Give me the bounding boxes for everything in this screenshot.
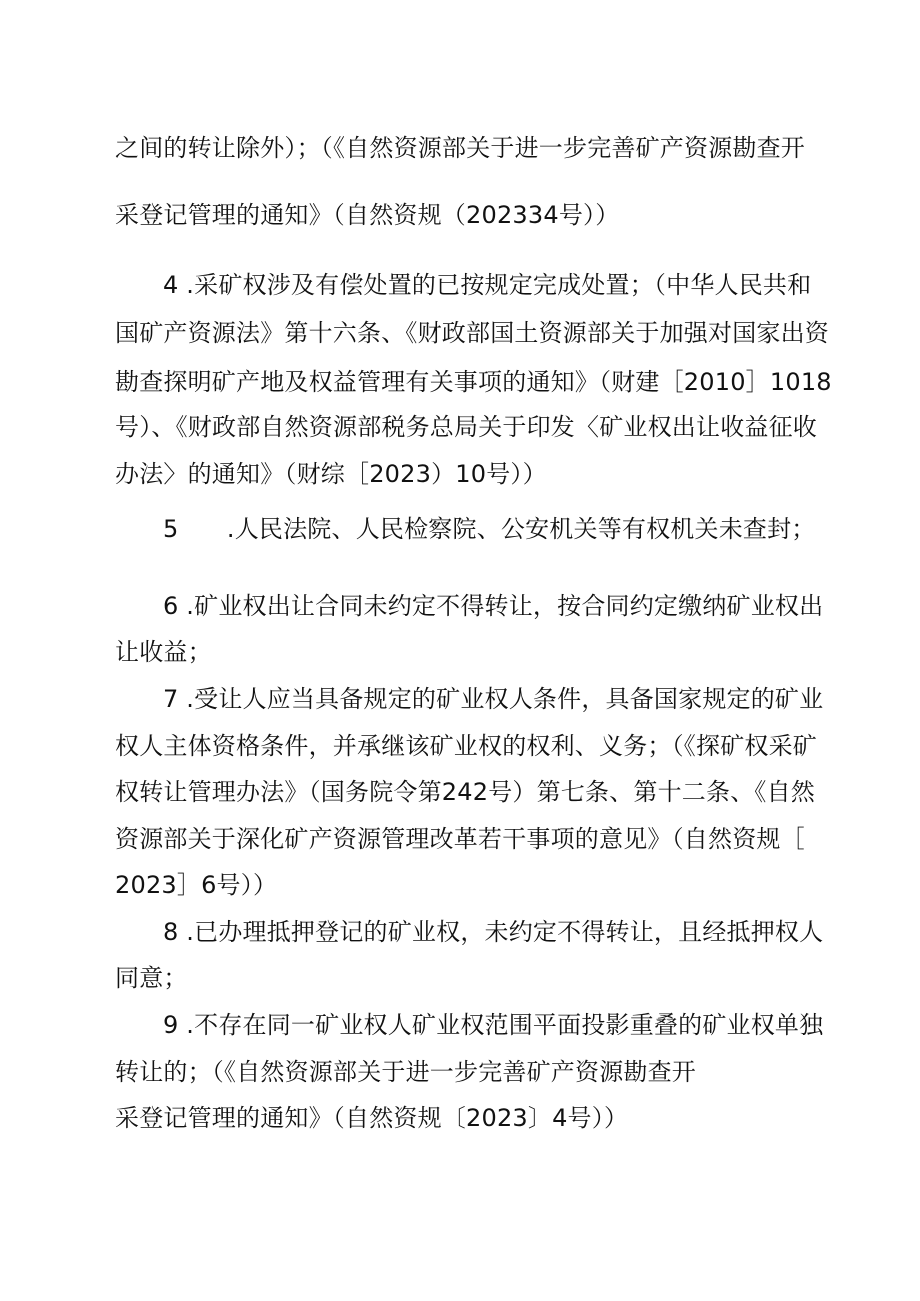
text-line: 之间的转让除外）；（《自然资源部关于进一步完善矿产资源勘查开 [115,134,805,162]
text-line: 权人主体资格条件，并承继该矿业权的权利、义务；（《探矿权采矿 [115,732,817,760]
text-line: 办法〉的通知》（财综［2023）10号）） [115,460,547,488]
list-item-6-line: 6 .矿业权出让合同未约定不得转让，按合同约定缴纳矿业权出 [163,592,824,620]
text-line: 权转让管理办法》（国务院令第242号）第七条、第十二条、《自然 [115,778,816,806]
list-item-9-line: 9 .不存在同一矿业权人矿业权范围平面投影重叠的矿业权单独 [163,1011,824,1039]
text-line: 号）、《财政部自然资源部税务总局关于印发〈矿业权出让收益征收 [115,413,817,441]
text-line: 国矿产资源法》第十六条、《财政部国土资源部关于加强对国家出资 [115,319,829,347]
text-line: 采登记管理的通知》（自然资规〔2023〕4号）） [115,1104,629,1132]
list-item-7-line: 7 .受让人应当具备规定的矿业权人条件，具备国家规定的矿业 [163,685,824,713]
list-item-4-line: 4 .采矿权涉及有偿处置的已按规定完成处置；（中华人民共和 [163,271,812,299]
text-line: 转让的；（《自然资源部关于进一步完善矿产资源勘查开 [115,1058,696,1086]
text-line: 勘查探明矿产地及权益管理有关事项的通知》（财建［2010］1018 [115,368,832,396]
text-line: 让收益； [115,638,212,666]
text-line: 同意； [115,964,188,992]
list-item-8-line: 8 .已办理抵押登记的矿业权，未约定不得转让，且经抵押权人 [163,918,824,946]
text-line: 采登记管理的通知》（自然资规（202334号）） [115,201,620,229]
text-line: 资源部关于深化矿产资源管理改革若干事项的意见》（自然资规［ [115,825,805,853]
text-line: 2023］6号）） [115,871,278,899]
list-item-5-line: 5 .人民法院、人民检察院、公安机关等有权机关未查封； [163,515,816,543]
